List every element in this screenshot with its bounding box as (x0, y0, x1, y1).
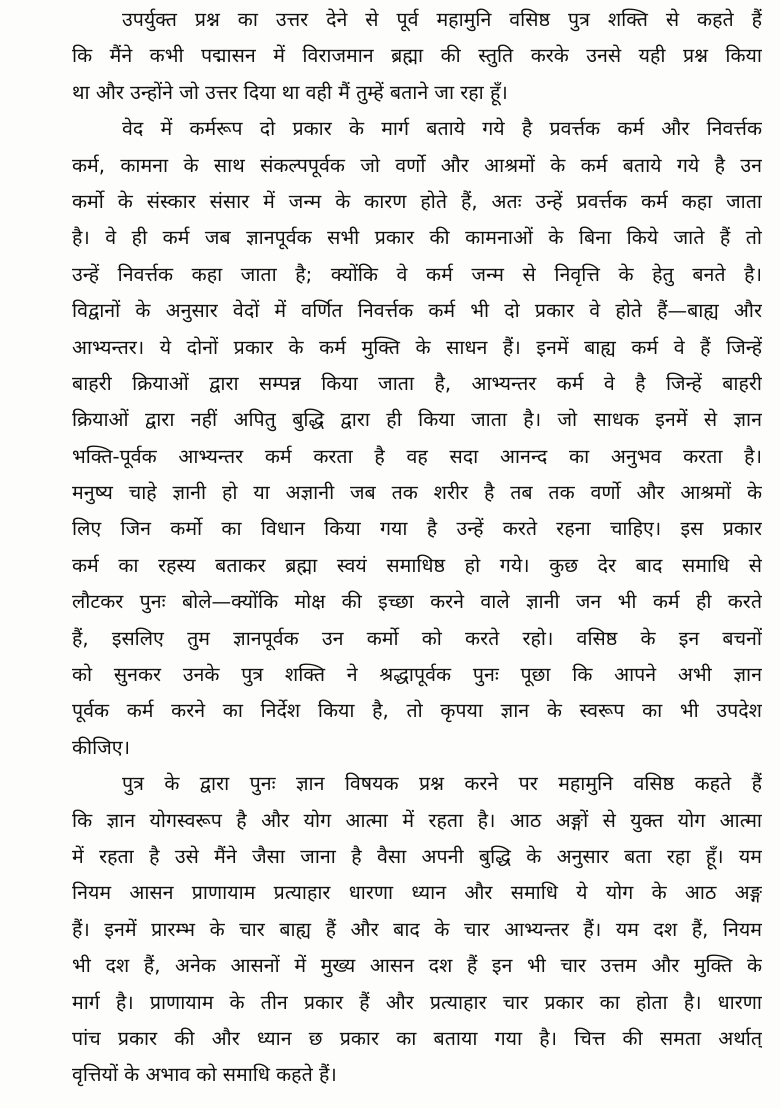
text-line: नियम आसन प्राणायाम प्रत्याहार धारणा ध्यान और समाधि ये योग के आठ अङ्ग (72, 881, 762, 905)
text-line: विद्वानों के अनुसार वेदों में वर्णित निवर्त्तक कर्म भी दो प्रकार वे होते हैं—बाह्य और (72, 299, 762, 323)
paragraph (72, 2, 762, 111)
text-line: वृत्तियों के अभाव को समाधि कहते हैं। (72, 1063, 337, 1087)
text-line: में रहता है उसे मैंने जैसा जाना है वैसा अपनी बुद्धि के अनुसार बता रहा हूँ। यम (72, 844, 762, 868)
text-line: भक्ति-पूर्वक आभ्यन्तर कर्म करता है वह सदा आनन्द का अनुभव करता है। (72, 444, 762, 468)
text-line: कर्म का रहस्य बताकर ब्रह्मा स्वयं समाधिष्ठ हो गये। कुछ देर बाद समाधि से (72, 553, 762, 577)
text-line: कीजिए। (72, 735, 130, 759)
text-line: को सुनकर उनके पुत्र शक्ति ने श्रद्धापूर्वक पुनः पूछा कि आपने अभी ज्ञान (72, 663, 762, 687)
body-text (72, 2, 762, 1094)
text-line: भी दश हैं, अनेक आसनों में मुख्य आसन दश हैं इन भी चार उत्तम और मुक्ति के (72, 954, 762, 978)
text-line: कर्मो के संस्कार संसार में जन्म के कारण होते हैं, अतः उन्हें प्रवर्त्तक कर्म कहा जाता (72, 189, 762, 213)
text-line: पांच प्रकार की और ध्यान छ प्रकार का बताया गया है। चित्त की समता अर्थात् (72, 1026, 762, 1050)
text-line: हैं, इसलिए तुम ज्ञानपूर्वक उन कर्मो को करते रहो। वसिष्ठ के इन बचनों (72, 626, 762, 650)
text-line: पुत्र के द्वारा पुनः ज्ञान विषयक प्रश्न करने पर महामुनि वसिष्ठ कहते हैं (122, 772, 762, 796)
text-line: कि ज्ञान योगस्वरूप है और योग आत्मा में रहता है। आठ अङ्गों से युक्त योग आत्मा (72, 808, 762, 832)
text-line: वेद में कर्मरूप दो प्रकार के मार्ग बताये गये है प्रवर्त्तक कर्म और निवर्त्तक (122, 117, 762, 141)
paragraph (72, 766, 762, 1094)
text-line: है। वे ही कर्म जब ज्ञानपूर्वक सभी प्रकार की कामनाओं के बिना किये जाते हैं तो (72, 226, 762, 250)
paragraph (72, 111, 762, 766)
text-line: आभ्यन्तर। ये दोनों प्रकार के कर्म मुक्ति के साधन हैं। इनमें बाह्य कर्म वे हैं जिन्हें (72, 335, 762, 359)
text-line: कि मैंने कभी पद्मासन में विराजमान ब्रह्मा की स्तुति करके उनसे यही प्रश्न किया (72, 44, 762, 68)
text-line: क्रियाओं द्वारा नहीं अपितु बुद्धि द्वारा ही किया जाता है। जो साधक इनमें से ज्ञान (72, 408, 762, 432)
text-line: बाहरी क्रियाओं द्वारा सम्पन्न किया जाता है, आभ्यन्तर कर्म वे है जिन्हें बाहरी (72, 371, 762, 395)
text-line: मनुष्य चाहे ज्ञानी हो या अज्ञानी जब तक शरीर है तब तक वर्णो और आश्रमों के (72, 481, 762, 505)
text-line: लिए जिन कर्मो का विधान किया गया है उन्हें करते रहना चाहिए। इस प्रकार (72, 517, 762, 541)
text-line: था और उन्होंने जो उत्तर दिया था वही मैं तुम्हें बताने जा रहा हूँ। (72, 80, 508, 104)
text-line: हैं। इनमें प्रारम्भ के चार बाह्य हैं और बाद के चार आभ्यन्तर हैं। यम दश हैं, नियम (72, 917, 762, 941)
text-line: उन्हें निवर्त्तक कहा जाता है; क्योंकि वे कर्म जन्म से निवृत्ति के हेतु बनते है। (72, 262, 762, 286)
text-line: कर्म, कामना के साथ संकल्पपूर्वक जो वर्णो और आश्रमों के कर्म बताये गये है उन (72, 153, 762, 177)
text-line: पूर्वक कर्म करने का निर्देश किया है, तो कृपया ज्ञान के स्वरूप का भी उपदेश (72, 699, 762, 723)
text-line: लौटकर पुनः बोले—क्योंकि मोक्ष की इच्छा करने वाले ज्ञानी जन भी कर्म ही करते (72, 590, 762, 614)
text-line: उपर्युक्त प्रश्न का उत्तर देने से पूर्व महामुनि वसिष्ठ पुत्र शक्ति से कहते हैं (122, 8, 762, 31)
text-line: मार्ग है। प्राणायाम के तीन प्रकार हैं और प्रत्याहार चार प्रकार का होता है। धारणा (72, 990, 762, 1014)
